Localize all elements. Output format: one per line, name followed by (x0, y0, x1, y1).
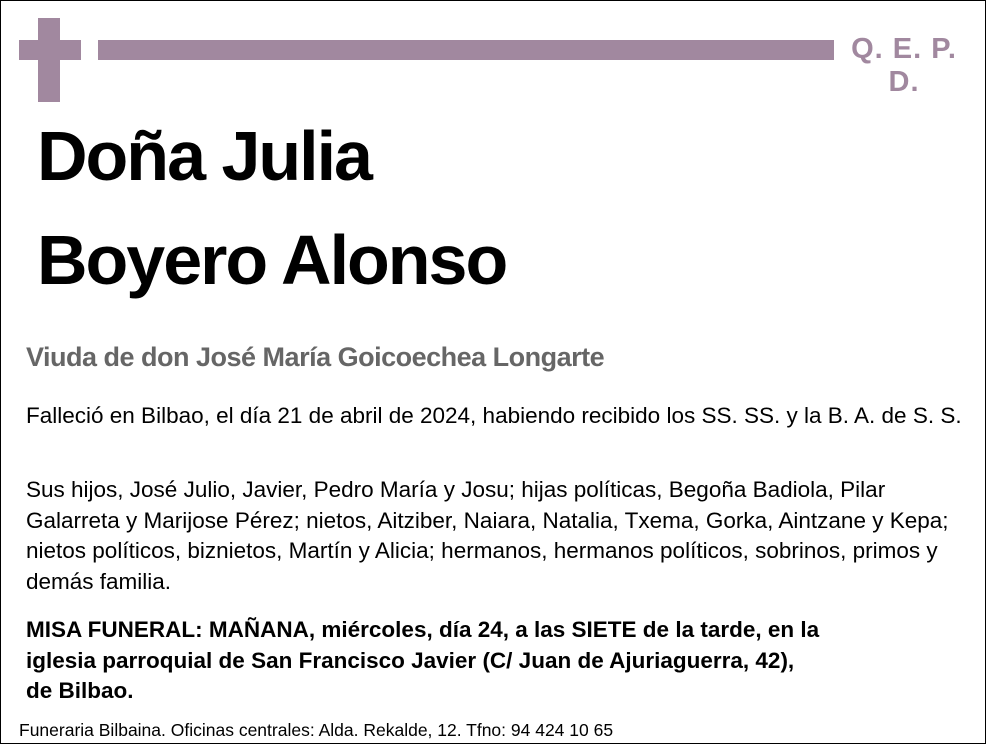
funeral-line: iglesia parroquial de San Francisco Javier (C/ Juan de Ajuriaguerra, 42), (26, 647, 795, 673)
funeral-paragraph (26, 615, 974, 707)
deceased-name-line1: Doña Julia (37, 117, 371, 195)
death-paragraph: Falleció en Bilbao, el día 21 de abril de 2024, habiendo recibido los SS. SS. y la B. A. de S. S. (26, 403, 962, 428)
family-paragraph: Sus hijos, José Julio, Javier, Pedro María y Josu; hijas políticas, Begoña Badiola, Pilar Galarreta y Marijose Pérez; nietos, Aitziber, Naiara, Natalia, Txema, Gorka, Aintzane y Kepa; nietos políticos, biznietos, Martín y Alicia; hermanos, hermanos políticos, sobrinos, primos y demás familia. (26, 477, 949, 594)
qepd-label: Q. E. P. D. (851, 33, 957, 98)
cross-icon (19, 18, 81, 102)
funeral-home-footer: Funeraria Bilbaina. Oficinas centrales: Alda. Rekalde, 12. Tfno: 94 424 10 65 (19, 720, 614, 740)
funeral-line: de Bilbao. (26, 678, 134, 703)
header-rule (98, 40, 834, 60)
widow-line: Viuda de don José María Goicoechea Longarte (26, 342, 605, 372)
deceased-name-line2: Boyero Alonso (37, 221, 507, 299)
funeral-line: MISA FUNERAL: MAÑANA, miércoles, día 24, a las SIETE de la tarde, en la (26, 617, 820, 642)
